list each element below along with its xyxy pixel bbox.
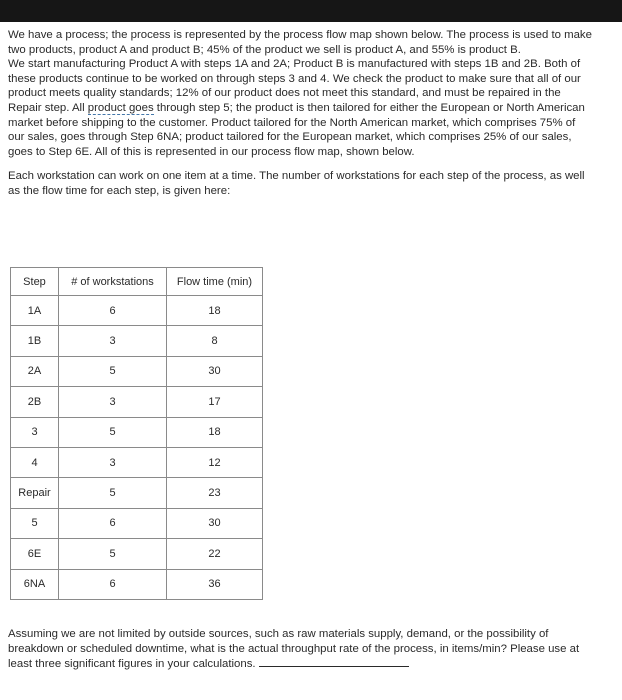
cell-step: 2A [11, 356, 59, 386]
table-row [11, 478, 263, 508]
header-step: Step [11, 268, 59, 296]
product-goes-link[interactable]: product goes [87, 101, 154, 114]
answer-blank[interactable] [259, 656, 409, 667]
cell-flow-time: 23 [167, 478, 263, 508]
cell-step: 4 [11, 447, 59, 477]
cell-flow-time: 18 [167, 296, 263, 326]
process-description-paragraph [8, 57, 592, 159]
table-row [11, 539, 263, 569]
cell-step: Repair [11, 478, 59, 508]
cell-flow-time: 36 [167, 569, 263, 599]
cell-step: 3 [11, 417, 59, 447]
table-row [11, 569, 263, 599]
header-flow-time: Flow time (min) [167, 268, 263, 296]
header-workstations: # of workstations [59, 268, 167, 296]
cell-flow-time: 18 [167, 417, 263, 447]
cell-step: 1B [11, 326, 59, 356]
cell-flow-time: 30 [167, 356, 263, 386]
cell-flow-time: 12 [167, 447, 263, 477]
process-description-part1: We start manufacturing Product A with steps 1A and 2A; Product B is manufactured with steps 1B and 2B. Both of these products continue to be worked on through steps 3 and 4. We check the product to make sure that all of our product meets quality standards; 12% of our product does not meet this standard, and must be repaired in the Repair step. All [8, 58, 581, 114]
cell-workstations: 5 [59, 478, 167, 508]
cell-step: 2B [11, 387, 59, 417]
table-row [11, 508, 263, 538]
cell-workstations: 6 [59, 508, 167, 538]
cell-step: 6E [11, 539, 59, 569]
table-row [11, 447, 263, 477]
cell-flow-time: 17 [167, 387, 263, 417]
table-row [11, 356, 263, 386]
cell-workstations: 3 [59, 326, 167, 356]
table-row [11, 326, 263, 356]
question-text: Assuming we are not limited by outside sources, such as raw materials supply, demand, or the possibility of breakdown or scheduled downtime, what is the actual throughput rate of the process, in items/min? Please use at least three significant figures in your calculations. [8, 628, 580, 671]
intro-paragraph: We have a process; the process is represented by the process flow map shown below. The process is used to make two products, product A and product B; 45% of the product we sell is product A, and 55% is product B. [8, 29, 592, 56]
table-row [11, 417, 263, 447]
cell-workstations: 6 [59, 569, 167, 599]
table-header-row [11, 268, 263, 296]
cell-step: 1A [11, 296, 59, 326]
cell-workstations: 6 [59, 296, 167, 326]
cell-workstations: 3 [59, 387, 167, 417]
table-row [11, 296, 263, 326]
workstation-paragraph: Each workstation can work on one item at a time. The number of workstations for each step of the process, as well as the flow time for each step, is given here: [8, 170, 585, 197]
question-block [8, 627, 598, 672]
cell-flow-time: 8 [167, 326, 263, 356]
cell-flow-time: 30 [167, 508, 263, 538]
top-bar [0, 0, 622, 22]
table-row [11, 387, 263, 417]
problem-text [8, 28, 592, 199]
cell-workstations: 5 [59, 539, 167, 569]
cell-step: 6NA [11, 569, 59, 599]
process-description-part2: through step 5; the product is then tailored for either the European or North American market before shipping to the customer. Product tailored for the North American market, which comprises 75% of our sales, goes through Step 6NA; product tailored for the European market, which comprises 25% of our sales, goes to Step 6E. All of this is represented in our process flow map, shown below. [8, 101, 585, 158]
cell-workstations: 5 [59, 356, 167, 386]
cell-flow-time: 22 [167, 539, 263, 569]
workstation-table [10, 267, 263, 600]
cell-workstations: 3 [59, 447, 167, 477]
cell-workstations: 5 [59, 417, 167, 447]
cell-step: 5 [11, 508, 59, 538]
